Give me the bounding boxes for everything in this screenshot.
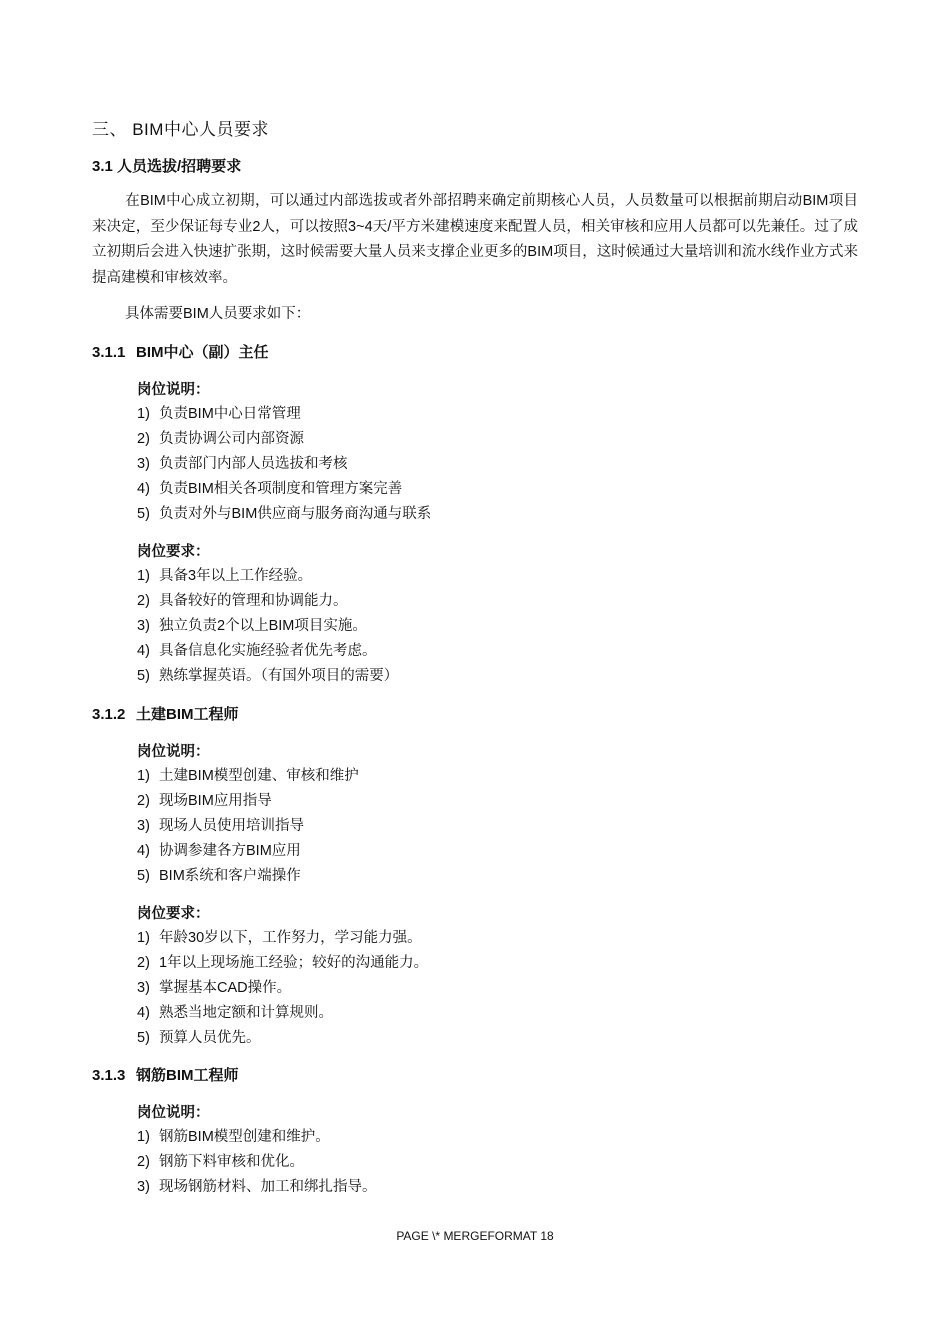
duties-list bbox=[137, 1125, 377, 1200]
intro-paragraph-text: 在BIM中心成立初期，可以通过内部选拔或者外部招聘来确定前期核心人员，人员数量可以根据前期启动BIM项目来决定，至少保证每专业2人，可以按照3~4天/平方米建模速度来配置人员，相关审核和应用人员都可以先兼任。过了成立初期后会进入快速扩张期，这时候需要大量人员来支撑企业更多的BIM项目，这时候通过大量培训和流水线作业方式来提高建模和审核效率。 bbox=[92, 193, 858, 286]
list-item: 2) 具备较好的管理和协调能力。 bbox=[137, 593, 348, 609]
list-item: 1) 年龄30岁以下，工作努力，学习能力强。 bbox=[137, 930, 422, 946]
page-number-field: PAGE \* MERGEFORMAT 18 bbox=[396, 1229, 554, 1243]
role-duties bbox=[137, 740, 359, 889]
list-item: 5) 预算人员优先。 bbox=[137, 1030, 261, 1046]
list-item: 3) 掌握基本CAD操作。 bbox=[137, 980, 292, 996]
list-item: 3) 现场人员使用培训指导 bbox=[137, 818, 304, 834]
list-item: 4) 熟悉当地定额和计算规则。 bbox=[137, 1005, 333, 1021]
role-number: 3.1.3 bbox=[92, 1067, 126, 1084]
intro-paragraph-2 bbox=[92, 302, 858, 328]
list-item: 3) 现场钢筋材料、加工和绑扎指导。 bbox=[137, 1179, 377, 1195]
list-item: 3) 独立负责2个以上BIM项目实施。 bbox=[137, 618, 367, 634]
role-heading bbox=[92, 1064, 239, 1085]
subsection-heading: 3.1 人员选拔/招聘要求 bbox=[92, 158, 242, 175]
role-number: 3.1.2 bbox=[92, 706, 126, 723]
list-item: 3) 负责部门内部人员选拔和考核 bbox=[137, 456, 348, 472]
duties-label: 岗位说明： bbox=[137, 1105, 210, 1121]
requirements-list bbox=[137, 926, 428, 1051]
list-item: 4) 具备信息化实施经验者优先考虑。 bbox=[137, 643, 377, 659]
list-item: 2) 钢筋下料审核和优化。 bbox=[137, 1154, 304, 1170]
intro-paragraph bbox=[92, 189, 858, 291]
intro-paragraph-2-text: 具体需要BIM人员要求如下： bbox=[125, 306, 311, 322]
page-footer bbox=[0, 1229, 950, 1243]
role-heading bbox=[92, 703, 239, 724]
list-item: 5) 负责对外与BIM供应商与服务商沟通与联系 bbox=[137, 506, 432, 522]
list-item: 1) 土建BIM模型创建、审核和维护 bbox=[137, 768, 359, 784]
list-item: 5) BIM系统和客户端操作 bbox=[137, 868, 301, 884]
list-item: 5) 熟练掌握英语。（有国外项目的需要） bbox=[137, 668, 399, 684]
list-item: 1) 钢筋BIM模型创建和维护。 bbox=[137, 1129, 330, 1145]
duties-list bbox=[137, 764, 359, 889]
role-duties bbox=[137, 378, 431, 527]
list-item: 1) 负责BIM中心日常管理 bbox=[137, 406, 301, 422]
duties-list bbox=[137, 402, 431, 527]
list-item: 2) 1年以上现场施工经验；较好的沟通能力。 bbox=[137, 955, 429, 971]
list-item: 2) 负责协调公司内部资源 bbox=[137, 431, 304, 447]
role-title: BIM中心（副）主任 bbox=[136, 344, 269, 361]
role-heading bbox=[92, 341, 269, 362]
list-item: 2) 现场BIM应用指导 bbox=[137, 793, 272, 809]
list-item: 4) 负责BIM相关各项制度和管理方案完善 bbox=[137, 481, 403, 497]
list-item: 4) 协调参建各方BIM应用 bbox=[137, 843, 301, 859]
requirements-label: 岗位要求： bbox=[137, 906, 210, 922]
role-number: 3.1.1 bbox=[92, 344, 126, 361]
duties-label: 岗位说明： bbox=[137, 382, 210, 398]
role-title: 土建BIM工程师 bbox=[136, 706, 239, 723]
requirements-label: 岗位要求： bbox=[137, 544, 210, 560]
role-requirements bbox=[137, 902, 428, 1051]
requirements-list bbox=[137, 564, 398, 689]
role-title: 钢筋BIM工程师 bbox=[136, 1067, 239, 1084]
role-duties bbox=[137, 1101, 377, 1200]
list-item: 1) 具备3年以上工作经验。 bbox=[137, 568, 313, 584]
section-title: 三、 BIM中心人员要求 bbox=[92, 120, 269, 139]
duties-label: 岗位说明： bbox=[137, 744, 210, 760]
role-requirements bbox=[137, 540, 398, 689]
